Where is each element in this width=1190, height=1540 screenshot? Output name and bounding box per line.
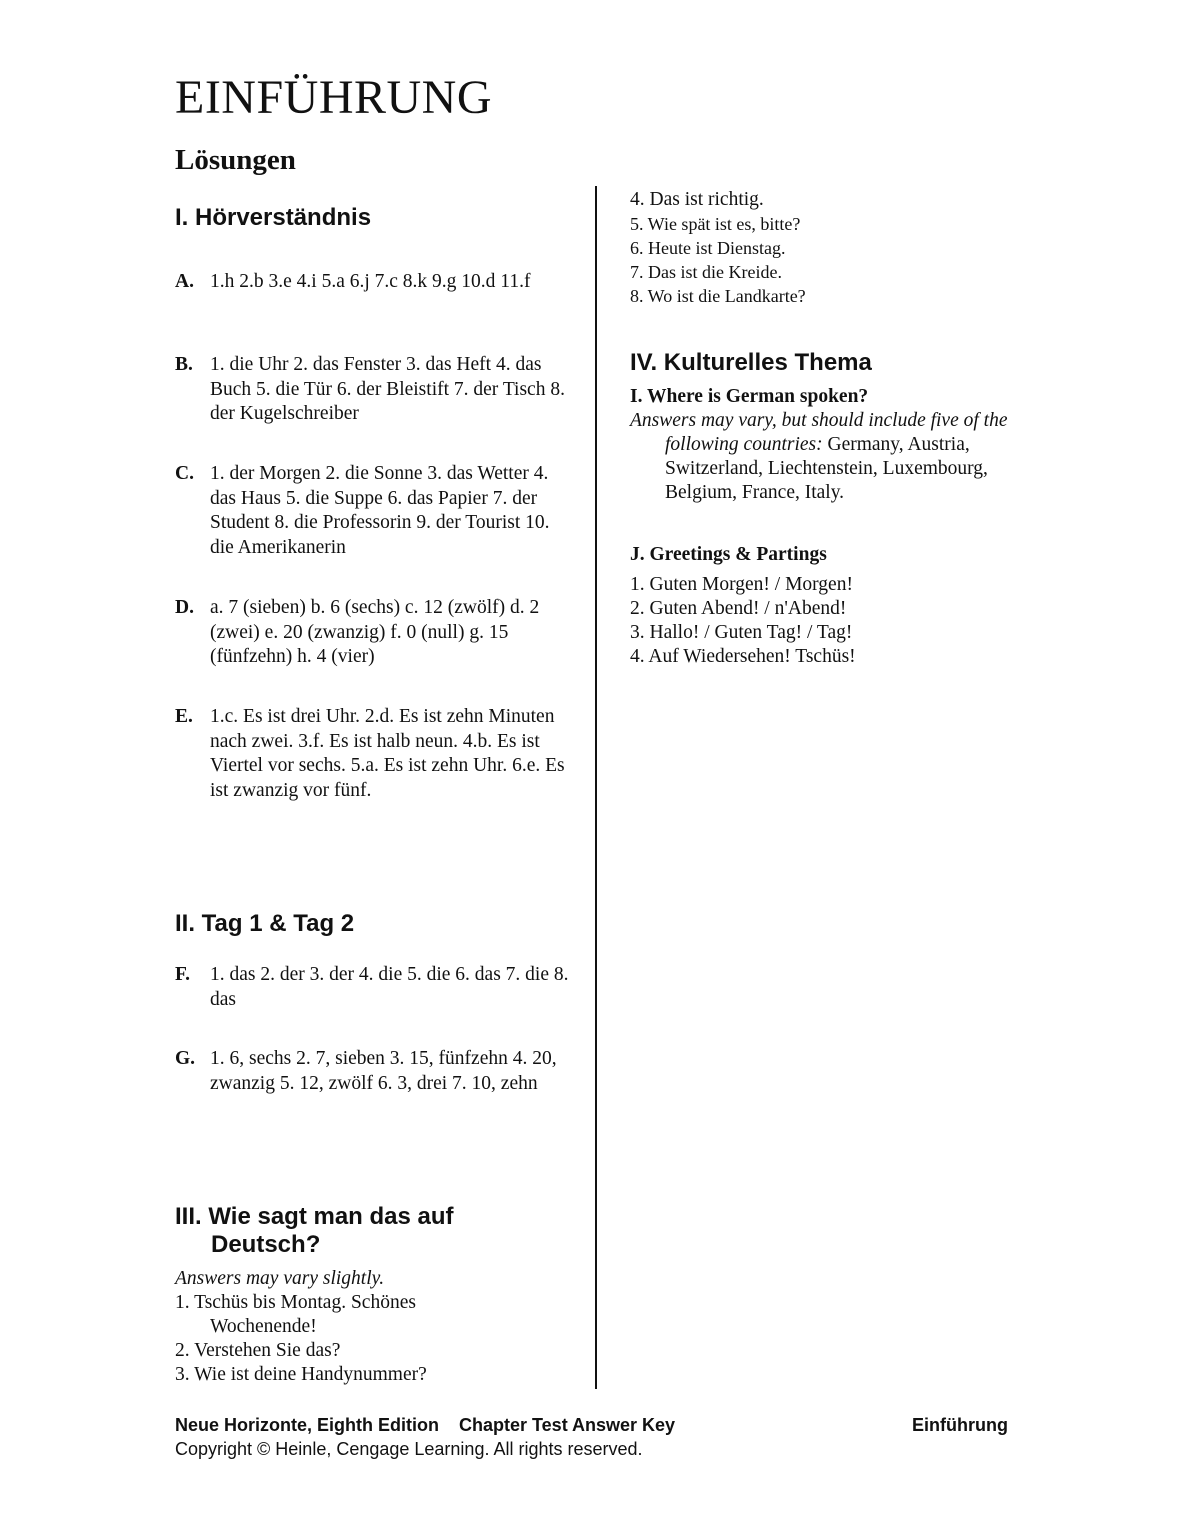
answer-line: 6. Heute ist Dienstag. [630, 238, 786, 258]
section-heading-line: Deutsch? [211, 1231, 321, 1258]
answer-text: a. 7 (sieben) b. 6 (sechs) c. 12 (zwölf) d. 2 (zwei) e. 20 (zwanzig) f. 0 (null) g. 15 (fünfzehn) h. 4 (vier) [210, 597, 540, 667]
countries-note: Answers may vary, but should include five of the following countries: [630, 410, 1008, 455]
column-divider [595, 186, 597, 1389]
answer-item-b [175, 353, 575, 427]
answer-item-g [175, 1047, 575, 1096]
section-heading-kulturelles-thema: IV. Kulturelles Thema [630, 349, 872, 376]
subsection-heading: J. Greetings & Partings [630, 544, 827, 565]
footer-doc-title: Chapter Test Answer Key [459, 1415, 676, 1435]
culture-section-j [630, 543, 1025, 669]
answer-line: 2. Guten Abend! / n'Abend! [630, 598, 847, 619]
answer-text: 1. der Morgen 2. die Sonne 3. das Wetter 4. das Haus 5. die Suppe 6. das Papier 7. der Student 8. die Professorin 9. der Tourist 10. die Amerikanerin [210, 463, 550, 558]
footer-book-info [175, 1414, 675, 1436]
answer-label: F. [175, 964, 190, 985]
answer-text: 1. 6, sechs 2. 7, sieben 3. 15, fünfzehn 4. 20, zwanzig 5. 12, zwölf 6. 3, drei 7. 10, zehn [210, 1048, 557, 1094]
section-heading-tag: II. Tag 1 & Tag 2 [175, 910, 355, 937]
answer-item-d [175, 596, 575, 670]
section-heading-hoerverstaendnis: I. Hörverständnis [175, 204, 372, 231]
answer-item-a [175, 270, 575, 295]
translation-answers-right [630, 188, 1010, 308]
subsection-heading: I. Where is German spoken? [630, 386, 869, 407]
answer-line: 7. Das ist die Kreide. [630, 262, 782, 282]
answer-label: D. [175, 597, 194, 618]
answer-item-f [175, 963, 575, 1012]
footer-book-title: Neue Horizonte, Eighth Edition [175, 1415, 439, 1435]
page-title: EINFÜHRUNG [175, 71, 492, 124]
answer-line: 4. Das ist richtig. [630, 189, 764, 210]
answer-line: 3. Wie ist deine Handynummer? [175, 1364, 427, 1385]
answer-label: G. [175, 1048, 196, 1069]
translation-answers-left [175, 1267, 575, 1387]
answer-label: C. [175, 463, 194, 484]
answer-line: 1. Guten Morgen! / Morgen! [630, 574, 853, 595]
section-heading-line: III. Wie sagt man das auf [175, 1203, 454, 1230]
answer-line: 2. Verstehen Sie das? [175, 1340, 341, 1361]
countries-list: Germany, Austria, Switzerland, Liechtenstein, Luxembourg, Belgium, France, Italy. [665, 434, 988, 503]
footer-chapter: Einführung [912, 1415, 1008, 1435]
answer-line: 1. Tschüs bis Montag. Schönes Wochenende! [175, 1292, 416, 1337]
answer-item-c [175, 462, 575, 560]
answer-text: 1. das 2. der 3. der 4. die 5. die 6. das 7. die 8. das [210, 964, 569, 1010]
answer-line: 8. Wo ist die Landkarte? [630, 286, 806, 306]
section-heading-deutsch [175, 1203, 454, 1259]
answer-label: A. [175, 271, 194, 292]
answer-line: 5. Wie spät ist es, bitte? [630, 214, 801, 234]
culture-section-i [630, 385, 1025, 505]
answer-line: 3. Hallo! / Guten Tag! / Tag! [630, 622, 853, 643]
answer-item-e [175, 705, 575, 803]
answer-label: E. [175, 706, 193, 727]
answer-text: 1.c. Es ist drei Uhr. 2.d. Es ist zehn Minuten nach zwei. 3.f. Es ist halb neun. 4.b. Es ist Viertel vor sechs. 5.a. Es ist zehn Uhr. 6.e. Es ist zwanzig vor fünf. [210, 706, 565, 801]
answer-text: 1. die Uhr 2. das Fenster 3. das Heft 4. das Buch 5. die Tür 6. der Bleistift 7. der Tisch 8. der Kugelschreiber [210, 354, 565, 424]
answer-text: 1.h 2.b 3.e 4.i 5.a 6.j 7.c 8.k 9.g 10.d 11.f [210, 271, 531, 292]
answer-label: B. [175, 354, 193, 375]
countries-answer [630, 409, 1025, 505]
answer-line: 4. Auf Wiedersehen! Tschüs! [630, 646, 856, 667]
answers-note: Answers may vary slightly. [175, 1268, 385, 1289]
page-subtitle: Lösungen [175, 144, 296, 176]
footer-copyright: Copyright © Heinle, Cengage Learning. All rights reserved. [175, 1439, 643, 1459]
